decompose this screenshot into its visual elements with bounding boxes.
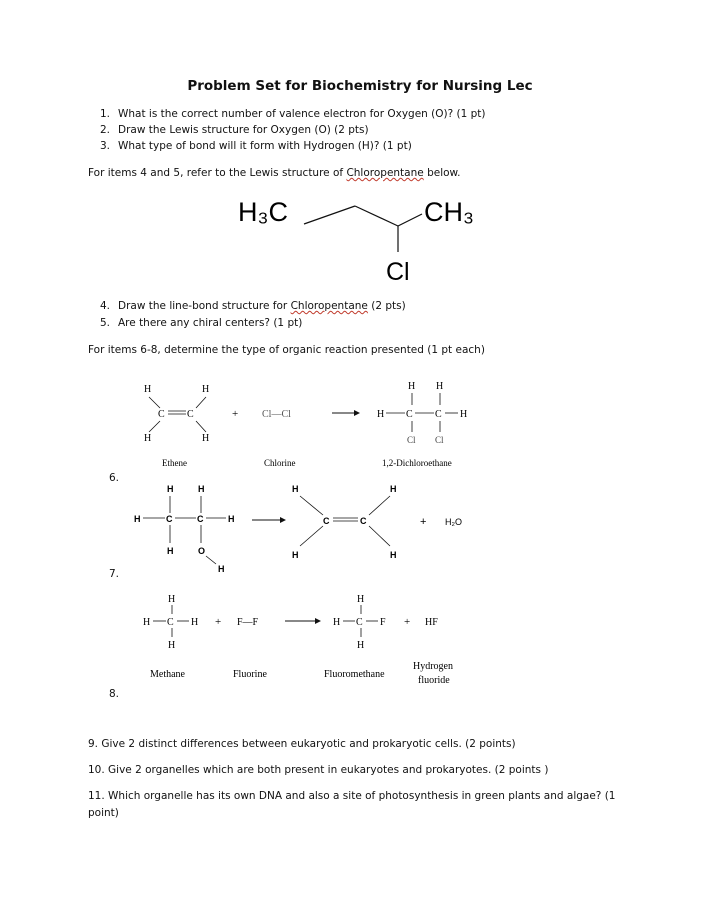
- reaction-8-diagram: [135, 590, 495, 695]
- atom-h: H: [168, 640, 176, 651]
- atom-h: H: [198, 484, 205, 494]
- question-text: What is the correct number of valence electron for Oxygen (O)? (1 pt): [118, 108, 486, 120]
- atom-c: C: [406, 409, 413, 420]
- atom-h: H: [390, 484, 397, 494]
- atom-h: H: [144, 433, 152, 444]
- atom-c: C: [323, 516, 330, 526]
- question-1: [88, 108, 486, 120]
- atom-h: H: [333, 617, 341, 628]
- atom-h: H: [357, 640, 365, 651]
- atom-h: H: [377, 409, 385, 420]
- atom-c: C: [435, 409, 442, 420]
- question-number: 2.: [99, 124, 110, 136]
- atom-h: H: [168, 594, 176, 605]
- question-11-line1: 11. Which organelle has its own DNA and also a site of photosynthesis in green plants and algae? (1: [88, 790, 616, 802]
- label-dichloroethane: 1,2-Dichloroethane: [382, 458, 452, 468]
- atom-h: H: [167, 484, 174, 494]
- atom-h: H: [191, 617, 199, 628]
- chloropentane-term: Chloropentane: [346, 167, 424, 179]
- atom-h: H: [167, 546, 174, 556]
- fluorine-molecule: F—F: [237, 617, 259, 628]
- question-number: 3.: [99, 140, 110, 152]
- label-methane: Methane: [150, 669, 185, 680]
- label-fluorine: Fluorine: [233, 669, 267, 680]
- atom-f: F: [380, 617, 386, 628]
- atom-c: C: [360, 516, 367, 526]
- atom-h: H: [143, 617, 151, 628]
- ch3-group: CH₃: [424, 197, 474, 227]
- chloropentane-term: Chloropentane: [290, 300, 368, 312]
- reaction-8-number: 8.: [109, 688, 120, 700]
- atom-h: H: [292, 484, 299, 494]
- reaction-7-number: 7.: [109, 568, 120, 580]
- lewis-intro: [88, 167, 461, 179]
- question-number: 4.: [99, 300, 110, 312]
- question-9: 9. Give 2 distinct differences between eukaryotic and prokaryotic cells. (2 points): [88, 738, 516, 750]
- atom-c: C: [166, 514, 173, 524]
- atom-h: H: [144, 384, 152, 395]
- atom-h: H: [202, 384, 210, 395]
- atom-h: H: [134, 514, 141, 524]
- atom-c: C: [356, 617, 363, 628]
- question-11-line2: point): [88, 807, 119, 819]
- plus-sign: +: [420, 516, 427, 528]
- bond-line: [304, 206, 355, 224]
- atom-c: C: [197, 514, 204, 524]
- page-title: Problem Set for Biochemistry for Nursing Lec: [187, 78, 533, 94]
- label-hydrogen-fluoride-line2: fluoride: [418, 675, 450, 686]
- atom-c: C: [187, 409, 194, 420]
- question-5: [88, 317, 302, 329]
- question-10: 10. Give 2 organelles which are both present in eukaryotes and prokaryotes. (2 points ): [88, 764, 549, 776]
- atom-h: H: [202, 433, 210, 444]
- plus-sign: +: [404, 616, 411, 628]
- atom-cl: Cl: [435, 435, 444, 445]
- reaction-6-number: 6.: [109, 472, 120, 484]
- atom-h: H: [357, 594, 365, 605]
- bond-line: [398, 214, 422, 226]
- atom-h: H: [218, 564, 225, 574]
- label-fluoromethane: Fluoromethane: [324, 669, 385, 680]
- h3c-group: H₃C: [238, 197, 288, 227]
- reactions-intro: For items 6-8, determine the type of organic reaction presented (1 pt each): [88, 344, 485, 356]
- plus-sign: +: [215, 616, 222, 628]
- atom-o: O: [198, 546, 206, 556]
- question-number: 1.: [99, 108, 110, 120]
- chloropentane-structure: [220, 188, 520, 288]
- atom-h: H: [228, 514, 235, 524]
- label-hydrogen-fluoride-line1: Hydrogen: [413, 661, 453, 672]
- label-ethene: Ethene: [162, 458, 187, 468]
- chlorine-substituent: Cl: [386, 258, 410, 286]
- atom-c: C: [167, 617, 174, 628]
- atom-h: H: [408, 381, 416, 392]
- atom-h: H: [436, 381, 444, 392]
- question-3: [88, 140, 412, 152]
- lewis-intro-prefix: For items 4 and 5, refer to the Lewis structure of: [88, 167, 347, 179]
- reaction-6-diagram: [120, 375, 500, 475]
- atom-h: H: [460, 409, 468, 420]
- question-text: Draw the Lewis structure for Oxygen (O) (2 pts): [118, 124, 369, 136]
- bond-line: [355, 206, 398, 226]
- lewis-intro-suffix: below.: [423, 167, 461, 179]
- question-text: What type of bond will it form with Hydrogen (H)? (1 pt): [118, 140, 412, 152]
- chlorine-molecule: Cl—Cl: [262, 409, 291, 420]
- reaction-7-diagram: [120, 480, 500, 580]
- atom-cl: Cl: [407, 435, 416, 445]
- plus-sign: +: [232, 408, 239, 420]
- question-2: [88, 124, 369, 136]
- label-chlorine: Chlorine: [264, 458, 296, 468]
- question-4: [88, 300, 406, 312]
- question-text: Are there any chiral centers? (1 pt): [118, 317, 303, 329]
- hydrogen-fluoride-molecule: HF: [425, 617, 438, 628]
- atom-h: H: [390, 550, 397, 560]
- atom-c: C: [158, 409, 165, 420]
- atom-h: H: [292, 550, 299, 560]
- water-molecule: H₂O: [445, 517, 462, 527]
- question-number: 5.: [99, 317, 110, 329]
- question-text-suffix: (2 pts): [367, 300, 406, 312]
- question-text: Draw the line-bond structure for: [118, 300, 291, 312]
